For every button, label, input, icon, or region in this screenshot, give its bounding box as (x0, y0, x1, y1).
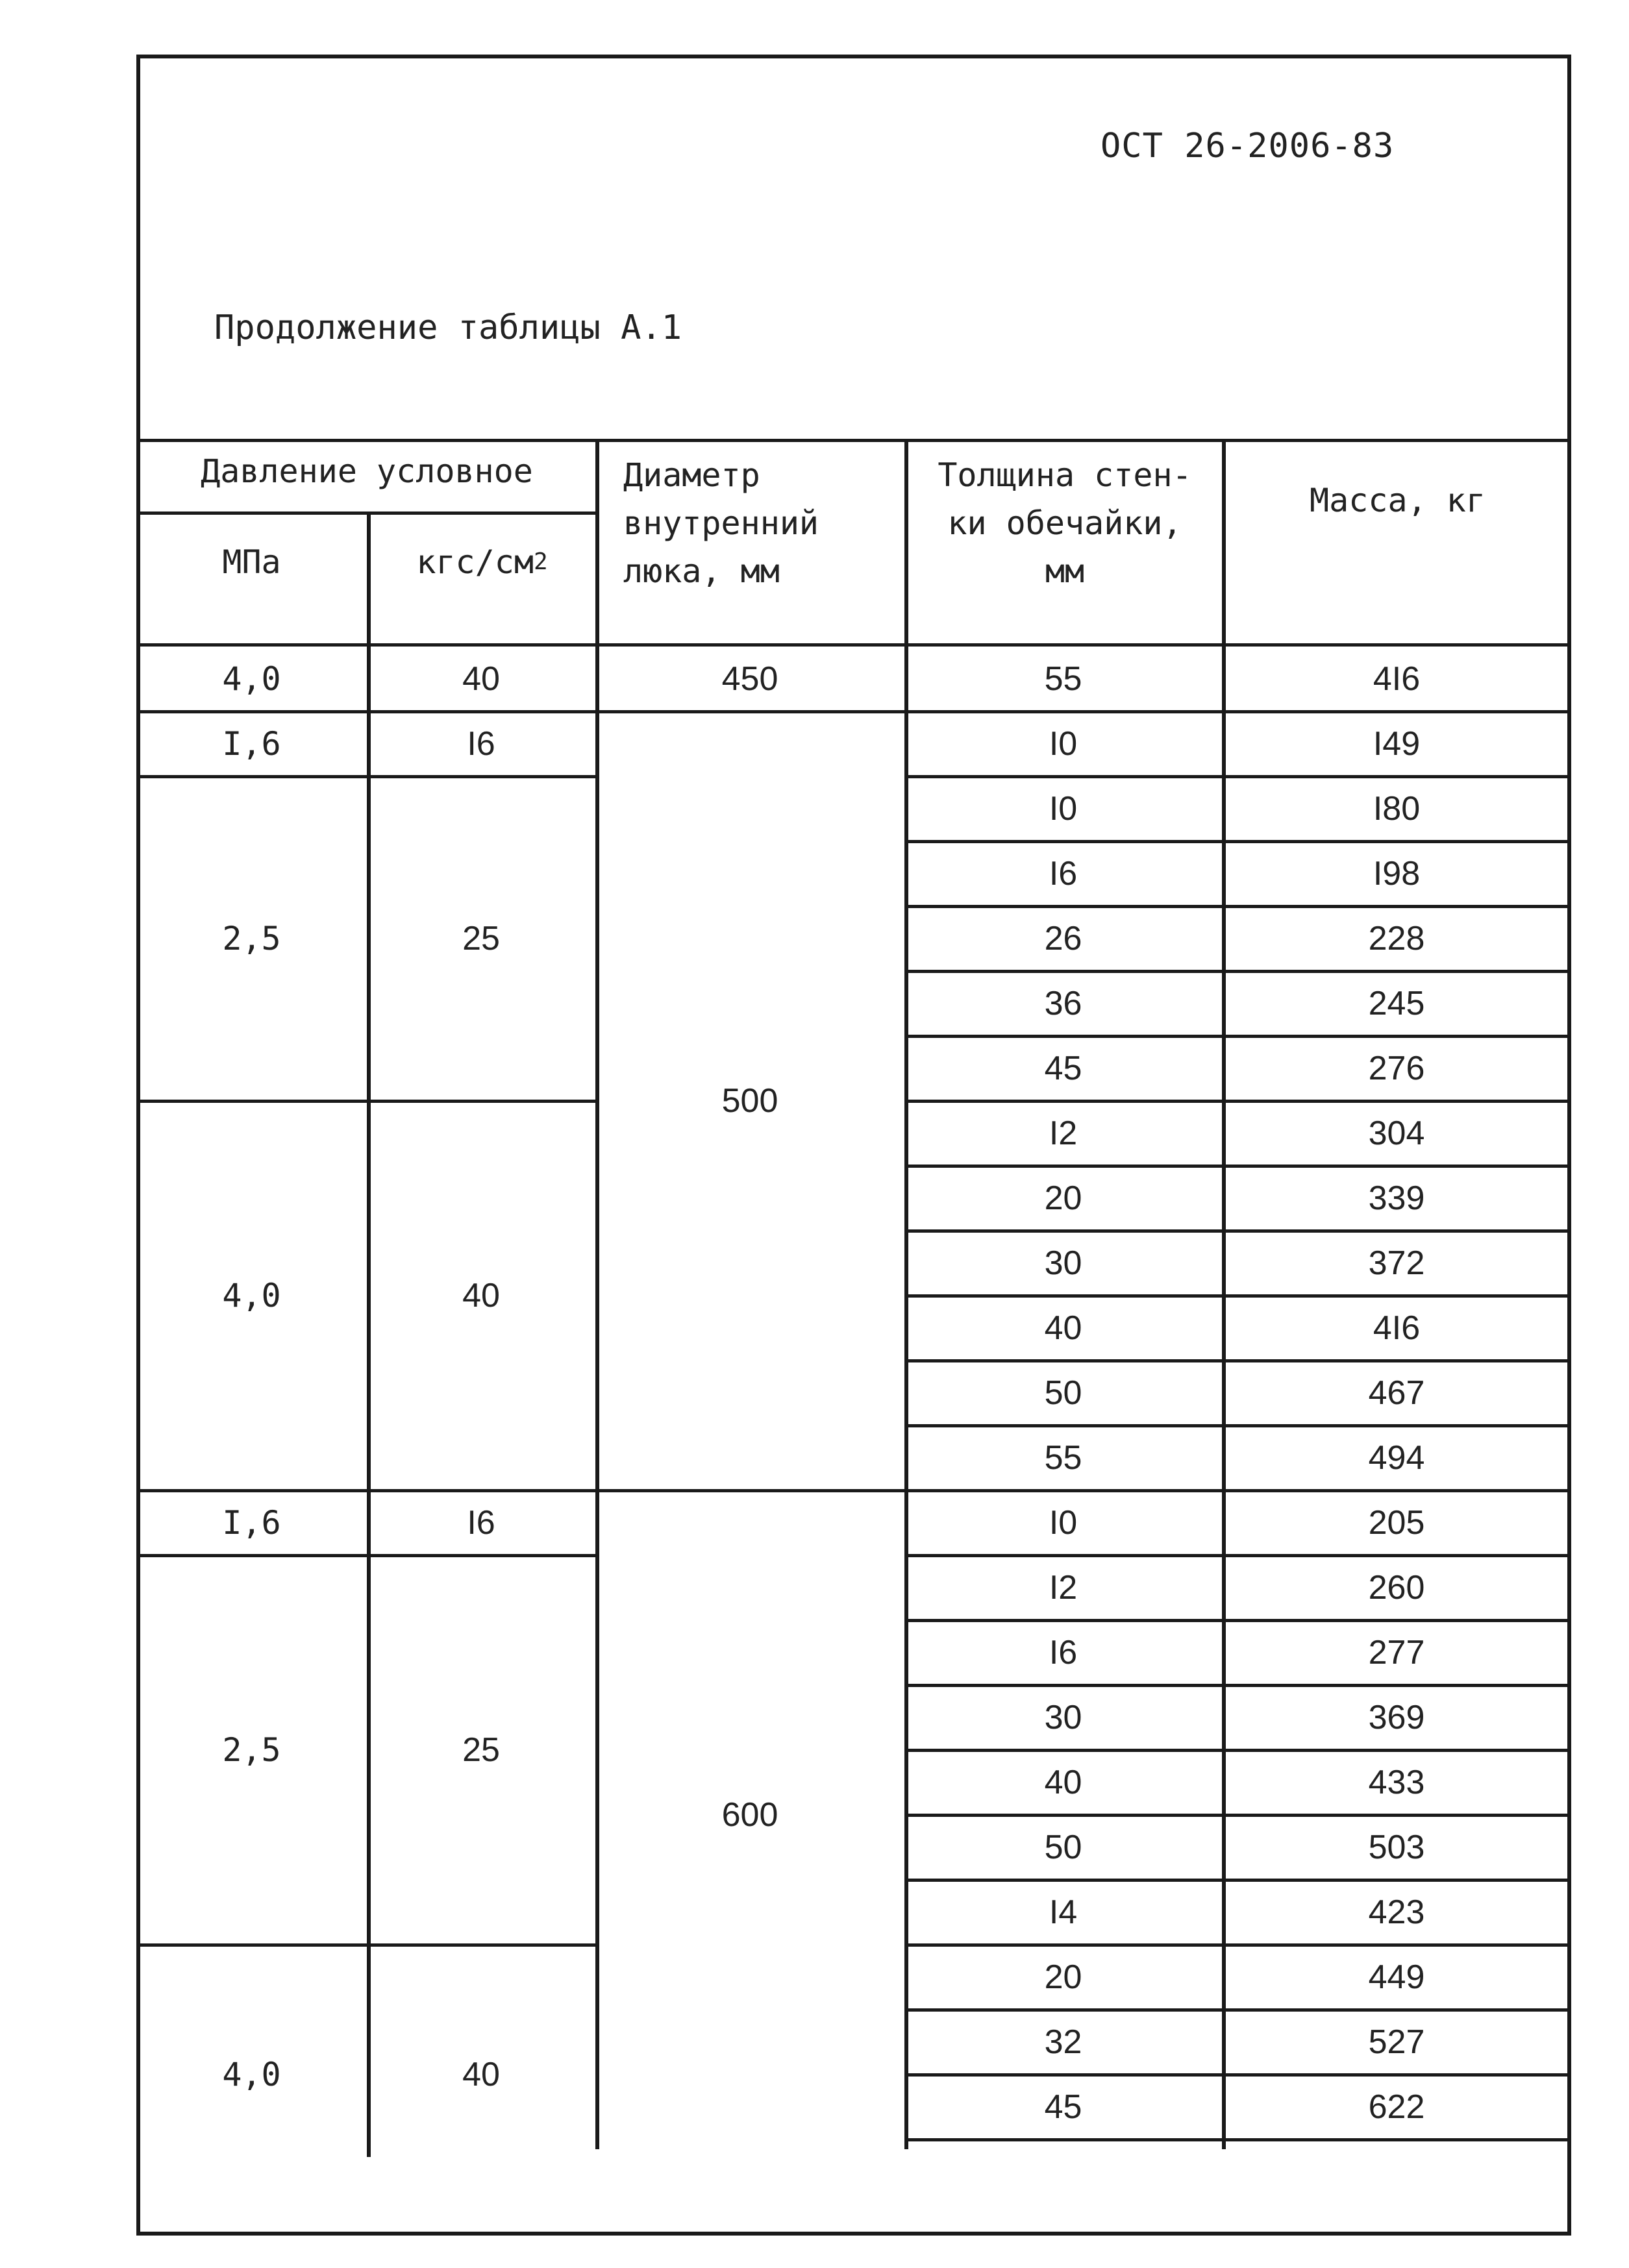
mass-cell: 494 (1368, 1439, 1425, 1477)
pressure-mpa-cell: I,6 (222, 725, 281, 763)
mass-cell: 277 (1368, 1634, 1425, 1671)
thickness-cell: I0 (1049, 790, 1078, 828)
header-mpa: МПа (222, 543, 281, 581)
header-mass: Масса, кг (1310, 482, 1486, 519)
thickness-cell: 36 (1044, 985, 1082, 1022)
mass-cell: 527 (1368, 2023, 1425, 2061)
mass-cell: 369 (1368, 1699, 1425, 1736)
mass-cell: 372 (1368, 1244, 1425, 1282)
header-pressure: Давление условное (201, 452, 533, 490)
thickness-cell: 20 (1044, 1958, 1082, 1996)
thickness-cell: 45 (1044, 1050, 1082, 1087)
thickness-cell: I6 (1049, 855, 1078, 893)
pressure-mpa-cell: 4,0 (222, 1277, 281, 1314)
diameter-cell: 500 (721, 1082, 778, 1120)
mass-cell: I80 (1373, 790, 1421, 828)
thickness-cell: 26 (1044, 920, 1082, 957)
pressure-kgf-cell: 25 (462, 920, 500, 957)
thickness-cell: 50 (1044, 1374, 1082, 1412)
pressure-kgf-cell: I6 (467, 725, 495, 763)
mass-cell: 4I6 (1373, 1309, 1421, 1347)
document-code: ОСТ 26-2006-83 (1101, 127, 1395, 166)
mass-cell: 4I6 (1373, 660, 1421, 698)
header-thickness: Толщина стен- ки обечайки, мм (938, 456, 1192, 590)
pressure-kgf-cell: I6 (467, 1504, 495, 1542)
thickness-cell: I6 (1049, 1634, 1078, 1671)
thickness-cell: 55 (1044, 660, 1082, 698)
pressure-kgf-cell: 25 (462, 1731, 500, 1769)
mass-cell: 245 (1368, 985, 1425, 1022)
mass-cell: 433 (1368, 1764, 1425, 1801)
header-diameter: Диаметр внутренний люка, мм (623, 456, 819, 590)
diameter-cell: 600 (721, 1796, 778, 1834)
mass-cell: 228 (1368, 920, 1425, 957)
thickness-cell: 30 (1044, 1244, 1082, 1282)
mass-cell: I98 (1373, 855, 1421, 893)
mass-cell: 276 (1368, 1050, 1425, 1087)
pressure-kgf-cell: 40 (462, 660, 500, 698)
table-top-border (136, 439, 1571, 442)
pressure-kgf-cell: 40 (462, 1277, 500, 1314)
thickness-cell: I2 (1049, 1569, 1078, 1607)
thickness-cell: 40 (1044, 1309, 1082, 1347)
mass-cell: 304 (1368, 1115, 1425, 1152)
header-kgf-exponent: 2 (533, 549, 548, 575)
thickness-cell: 50 (1044, 1829, 1082, 1866)
pressure-kgf-cell: 40 (462, 2056, 500, 2093)
table-caption: Продолжение таблицы А.1 (214, 308, 682, 347)
header-kgf-text: кгс/см (416, 543, 534, 581)
mass-cell: 423 (1368, 1893, 1425, 1931)
thickness-cell: 30 (1044, 1699, 1082, 1736)
pressure-mpa-cell: 4,0 (222, 2056, 281, 2093)
thickness-cell: I0 (1049, 1504, 1078, 1542)
mass-cell: 503 (1368, 1829, 1425, 1866)
pressure-mpa-cell: 2,5 (222, 1731, 281, 1769)
mass-cell: 260 (1368, 1569, 1425, 1607)
mass-cell: 205 (1368, 1504, 1425, 1542)
mass-cell: 622 (1368, 2088, 1425, 2126)
thickness-cell: I0 (1049, 725, 1078, 763)
mass-cell: I49 (1373, 725, 1421, 763)
pressure-mpa-cell: 2,5 (222, 920, 281, 957)
thickness-cell: 40 (1044, 1764, 1082, 1801)
diameter-cell: 450 (721, 660, 778, 698)
mass-cell: 339 (1368, 1179, 1425, 1217)
thickness-cell: I2 (1049, 1115, 1078, 1152)
thickness-cell: 32 (1044, 2023, 1082, 2061)
thickness-cell: 20 (1044, 1179, 1082, 1217)
thickness-cell: 45 (1044, 2088, 1082, 2126)
header-kgf (367, 523, 597, 601)
pressure-mpa-cell: 4,0 (222, 660, 281, 698)
thickness-cell: 55 (1044, 1439, 1082, 1477)
pressure-mpa-cell: I,6 (222, 1504, 281, 1542)
mass-cell: 449 (1368, 1958, 1425, 1996)
mass-cell: 467 (1368, 1374, 1425, 1412)
data-table (136, 439, 1571, 2152)
row-divider (904, 2138, 1571, 2141)
thickness-cell: I4 (1049, 1893, 1078, 1931)
